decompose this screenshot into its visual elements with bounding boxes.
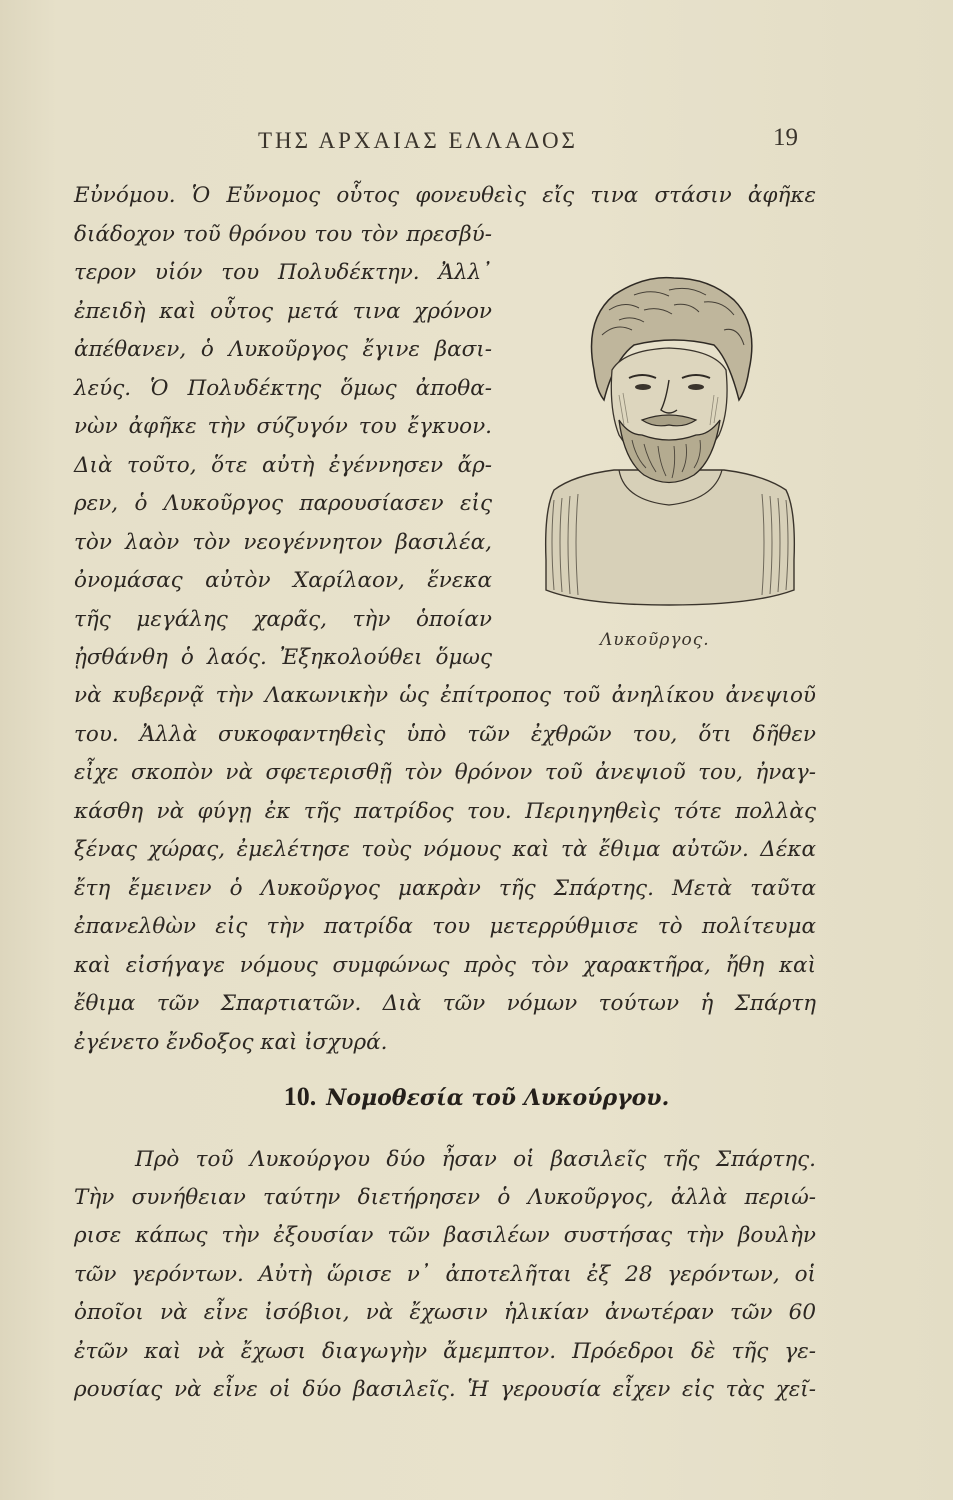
text-line: τῆς μεγάλης χαρᾶς, τὴν ὁποίαν — [74, 607, 492, 632]
text-line: ρεν, ὁ Λυκοῦργος παρουσίασεν εἰς — [74, 491, 492, 516]
text-line: Τὴν συνήθειαν ταύτην διετήρησεν ὁ Λυκοῦργος, ἀλλὰ περιώ- — [74, 1185, 816, 1210]
text-line: εἶχε σκοπὸν νὰ σφετερισθῇ τὸν θρόνον τοῦ ἀνεψιοῦ του, ἠναγ- — [74, 760, 816, 785]
running-head — [0, 120, 953, 160]
text-line: καὶ εἰσήγαγε νόμους συμφώνως πρὸς τὸν χαρακτῆρα, ἤθη καὶ — [74, 953, 816, 978]
text-line: ὁποῖοι νὰ εἶνε ἰσόβιοι, νὰ ἔχωσιν ἡλικίαν ἀνωτέραν τῶν 60 — [74, 1300, 816, 1325]
section-title: Νομοθεσία τοῦ Λυκούργου. — [326, 1085, 670, 1111]
text-line: ρισε κάπως τὴν ἐξουσίαν τῶν βασιλέων συστήσας τὴν βουλὴν — [74, 1223, 816, 1248]
section-heading — [0, 1082, 953, 1112]
section-number: 10. — [283, 1082, 317, 1111]
text-line: λεύς. Ὁ Πολυδέκτης ὅμως ἀποθα- — [74, 376, 492, 401]
text-line: ξένας χώρας, ἐμελέτησε τοὺς νόμους καὶ τὰ ἔθιμα αὐτῶν. Δέκα — [74, 837, 816, 862]
running-title: ΤΗΣ ΑΡΧΑΙΑΣ ΕΛΛΑΔΟΣ — [258, 128, 578, 153]
text-line: νὼν ἀφῆκε τὴν σύζυγόν του ἔγκυον. — [74, 414, 492, 439]
text-line: ἐπειδὴ καὶ οὗτος μετά τινα χρόνον — [74, 299, 492, 324]
text-line: κάσθη νὰ φύγῃ ἐκ τῆς πατρίδος του. Περιηγηθεὶς τότε πολλὰς — [74, 799, 816, 824]
portrait-caption: Λυκοῦργος. — [600, 630, 710, 650]
text-line: Εὐνόμου. Ὁ Εὔνομος οὗτος φονευθεὶς εἴς τινα στάσιν ἀφῆκε — [74, 183, 816, 208]
lycurgus-portrait — [524, 260, 814, 625]
text-line: τὸν λαὸν τὸν νεογέννητον βασιλέα, — [74, 530, 492, 555]
text-line: ἐτῶν καὶ νὰ ἔχωσι διαγωγὴν ἄμεμπτον. Πρόεδροι δὲ τῆς γε- — [74, 1339, 816, 1364]
text-line: ἐγένετο ἔνδοξος καὶ ἰσχυρά. — [74, 1030, 388, 1055]
text-line: ὀνομάσας αὐτὸν Χαρίλαον, ἕνεκα — [74, 568, 492, 593]
text-line: του. Ἀλλὰ συκοφαντηθεὶς ὑπὸ τῶν ἐχθρῶν του, ὅτι δῆθεν — [74, 722, 816, 747]
text-line: Πρὸ τοῦ Λυκούργου δύο ἦσαν οἱ βασιλεῖς τῆς Σπάρτης. — [135, 1147, 816, 1172]
text-line: ᾐσθάνθη ὁ λαός. Ἐξηκολούθει ὅμως — [74, 645, 492, 670]
text-line: τῶν γερόντων. Αὐτὴ ὥρισε ν᾽ ἀποτελῆται ἐξ 28 γερόντων, οἱ — [74, 1262, 816, 1287]
text-line: διάδοχον τοῦ θρόνου του τὸν πρεσβύ- — [74, 222, 492, 247]
text-line: τερον υἱόν του Πολυδέκτην. Ἀλλ᾽ — [74, 260, 492, 285]
text-line: ἐπανελθὼν εἰς τὴν πατρίδα του μετερρύθμισε τὸ πολίτευμα — [74, 914, 816, 939]
text-line: ἀπέθανεν, ὁ Λυκοῦργος ἔγινε βασι- — [74, 337, 492, 362]
text-line: Διὰ τοῦτο, ὅτε αὐτὴ ἐγέννησεν ἄρ- — [74, 453, 492, 478]
text-line: ἔθιμα τῶν Σπαρτιατῶν. Διὰ τῶν νόμων τούτων ἡ Σπάρτη — [74, 991, 816, 1016]
text-line: νὰ κυβερνᾷ τὴν Λακωνικὴν ὡς ἐπίτροπος τοῦ ἀνηλίκου ἀνεψιοῦ — [74, 683, 816, 708]
page-number: 19 — [773, 124, 798, 151]
text-line: ἔτη ἔμεινεν ὁ Λυκοῦργος μακρὰν τῆς Σπάρτης. Μετὰ ταῦτα — [74, 876, 816, 901]
text-line: ρουσίας νὰ εἶνε οἱ δύο βασιλεῖς. Ἡ γερουσία εἶχεν εἰς τὰς χεῖ- — [74, 1377, 816, 1402]
